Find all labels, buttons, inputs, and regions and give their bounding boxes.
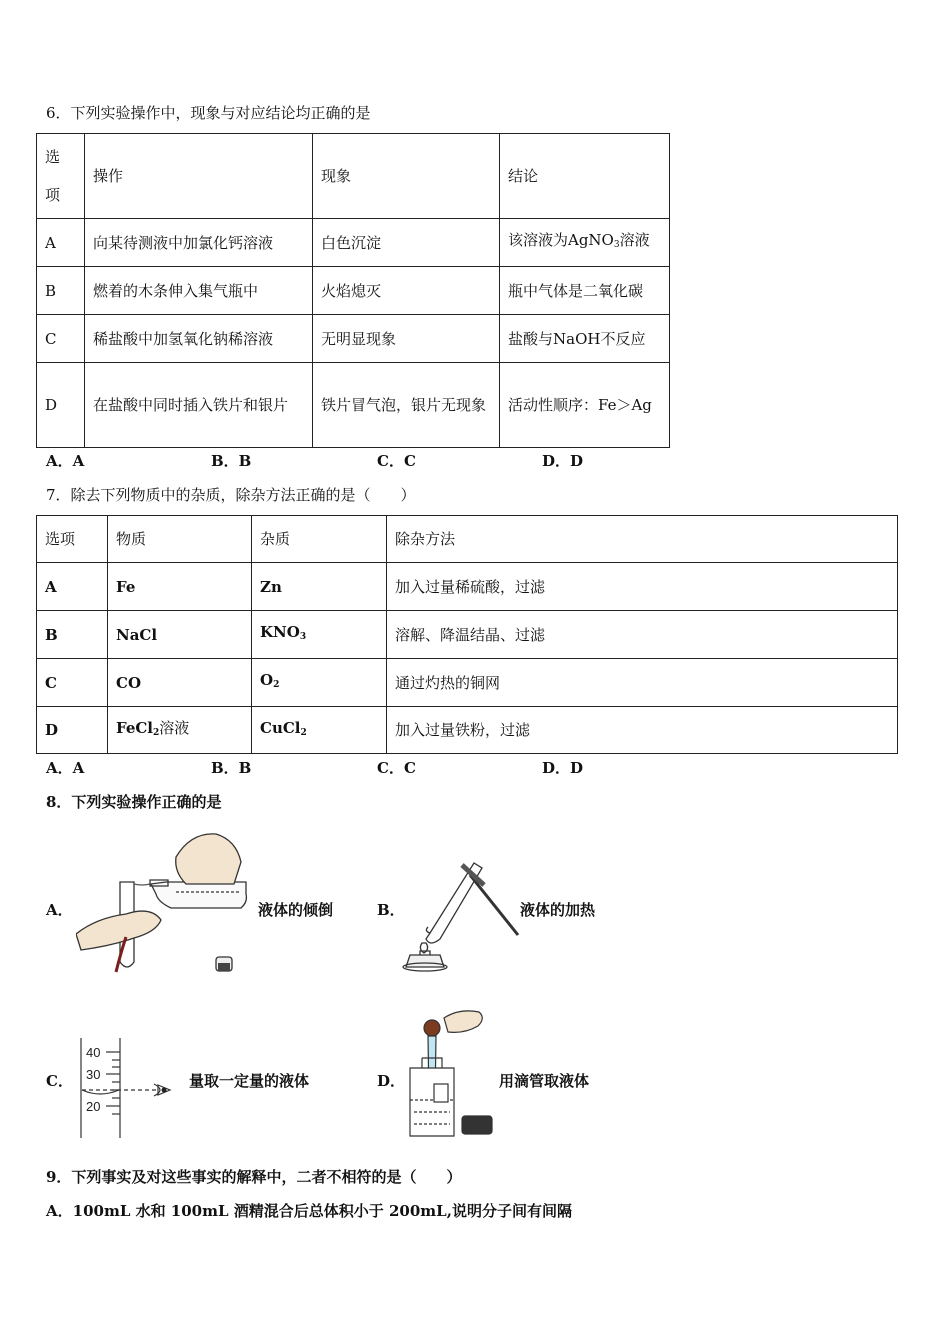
cell-operation: 向某待测液中加氯化钙溶液: [85, 219, 313, 267]
q6-option-c[interactable]: C．C: [377, 452, 416, 470]
q7-table: [36, 515, 898, 754]
header-xuan: 选: [45, 148, 61, 166]
q9-stem: 9．下列事实及对这些事实的解释中，二者不相符的是（ ）: [46, 1168, 462, 1186]
q6-table: [36, 133, 670, 448]
cell-method: 加入过量铁粉，过滤: [387, 707, 898, 754]
cell-option: A: [37, 219, 85, 267]
cell-substance: NaCl: [108, 611, 252, 659]
table-header-row: [37, 134, 670, 219]
table-row: [37, 611, 898, 659]
header-cell: 操作: [85, 134, 313, 219]
cell-operation: 燃着的木条伸入集气瓶中: [85, 267, 313, 315]
header-cell: [37, 134, 85, 219]
cell-conclusion: 活动性顺序：Fe＞Ag: [500, 363, 670, 448]
graduated-cylinder-figure: [78, 1038, 178, 1138]
cylinder-tick-20: 20: [86, 1099, 101, 1114]
cell-phenomenon: 白色沉淀: [313, 219, 500, 267]
q6-option-b[interactable]: B．B: [211, 452, 252, 470]
formula-suffix: 溶液: [619, 231, 650, 249]
header-cell: 现象: [313, 134, 500, 219]
header-cell: 杂质: [252, 516, 387, 563]
cylinder-tick-30: 30: [86, 1067, 101, 1082]
cell-substance: Fe: [108, 563, 252, 611]
q6-option-a[interactable]: A．A: [46, 452, 85, 470]
header-cell: 结论: [500, 134, 670, 219]
cell-option: A: [37, 563, 108, 611]
q8-option-c-caption: 量取一定量的液体: [189, 1072, 310, 1090]
q9-option-a[interactable]: A．100mL 水和 100mL 酒精混合后总体积小于 200mL,说明分子间有间隔: [46, 1202, 572, 1220]
q7-option-a[interactable]: A．A: [46, 759, 85, 777]
q8-option-c-label[interactable]: C．: [46, 1072, 73, 1090]
q8-option-a-caption: 液体的倾倒: [258, 901, 334, 919]
cell-option: B: [37, 611, 108, 659]
q7-option-d[interactable]: D．D: [542, 759, 584, 777]
header-cell: 物质: [108, 516, 252, 563]
cell-option: B: [37, 267, 85, 315]
cell-method: 溶解、降温结晶、过滤: [387, 611, 898, 659]
cell-option: D: [37, 707, 108, 754]
cell-method: 加入过量稀硫酸，过滤: [387, 563, 898, 611]
q8-option-b-caption: 液体的加热: [520, 901, 596, 919]
table-row: [37, 707, 898, 754]
formula-text: 该溶液为AgNO: [508, 231, 614, 249]
formula-text: O: [260, 671, 274, 689]
q7-option-c[interactable]: C．C: [377, 759, 416, 777]
q7-option-b[interactable]: B．B: [211, 759, 252, 777]
formula-subscript: 2: [153, 727, 160, 738]
table-row: [37, 659, 898, 707]
q8-option-d-label[interactable]: D．: [377, 1072, 406, 1090]
dropper-figure: [404, 1008, 504, 1140]
cell-option: D: [37, 363, 85, 448]
formula-text: KNO: [260, 623, 300, 641]
pouring-liquid-figure: [76, 822, 251, 977]
q6-stem: 6．下列实验操作中，现象与对应结论均正确的是: [46, 104, 371, 122]
table-header-row: [37, 516, 898, 563]
cell-phenomenon: 无明显现象: [313, 315, 500, 363]
formula-subscript: 3: [613, 240, 620, 250]
table-row: [37, 563, 898, 611]
formula-suffix: 溶液: [159, 718, 190, 737]
cell-phenomenon: 火焰熄灭: [313, 267, 500, 315]
header-cell: 选项: [37, 516, 108, 563]
cell-option: C: [37, 659, 108, 707]
cell-conclusion: [500, 219, 670, 267]
cell-method: 通过灼热的铜网: [387, 659, 898, 707]
cell-conclusion: 瓶中气体是二氧化碳: [500, 267, 670, 315]
cell-substance: [108, 707, 252, 754]
formula-subscript: 2: [300, 727, 307, 738]
cell-operation: 稀盐酸中加氢氧化钠稀溶液: [85, 315, 313, 363]
formula-subscript: 2: [273, 680, 280, 690]
cylinder-tick-40: 40: [86, 1045, 101, 1060]
cell-impurity: [252, 659, 387, 707]
cell-phenomenon: 铁片冒气泡，银片无现象: [313, 363, 500, 448]
cell-option: C: [37, 315, 85, 363]
q8-stem: 8．下列实验操作正确的是: [46, 793, 222, 811]
cell-impurity: [252, 707, 387, 754]
q8-option-a-label[interactable]: A．: [46, 901, 73, 919]
cell-operation: 在盐酸中同时插入铁片和银片: [85, 363, 313, 448]
table-row: [37, 363, 670, 448]
q8-option-b-label[interactable]: B．: [377, 901, 405, 919]
table-row: [37, 219, 670, 267]
cell-impurity: Zn: [252, 563, 387, 611]
header-xiang: 项: [45, 186, 61, 204]
table-row: [37, 267, 670, 315]
cell-conclusion: 盐酸与NaOH不反应: [500, 315, 670, 363]
table-row: [37, 315, 670, 363]
q6-option-d[interactable]: D．D: [542, 452, 584, 470]
header-cell: 除杂方法: [387, 516, 898, 563]
heating-liquid-figure: [400, 855, 525, 975]
cell-impurity: [252, 611, 387, 659]
q7-stem: 7．除去下列物质中的杂质，除杂方法正确的是（ ）: [46, 486, 416, 504]
formula-subscript: 3: [299, 632, 307, 642]
formula-text: CuCl: [260, 718, 301, 737]
q8-option-d-caption: 用滴管取液体: [499, 1072, 590, 1090]
cell-substance: CO: [108, 659, 252, 707]
formula-text: FeCl: [116, 718, 154, 737]
